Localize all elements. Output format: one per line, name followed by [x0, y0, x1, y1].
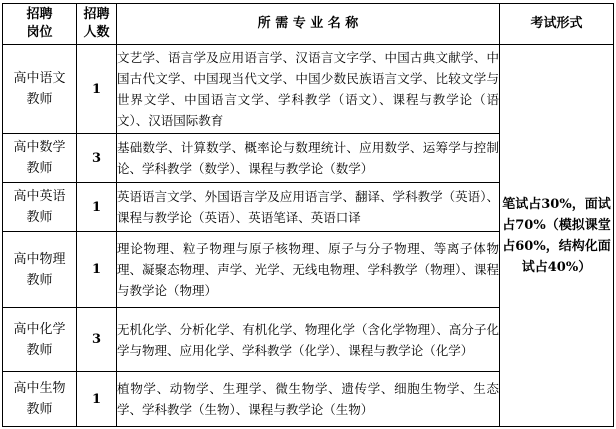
header-count: [77, 4, 117, 45]
post-line1: 高中物理: [13, 251, 66, 267]
post-cell: [3, 232, 77, 308]
post-line1: 高中语文: [13, 71, 66, 86]
exam-line4: 试占40%）: [521, 259, 592, 275]
post-line1: 高中化学: [13, 321, 66, 337]
post-line2: 教师: [26, 342, 53, 358]
count-cell: 1: [77, 45, 117, 134]
major-cell: 植物学、动物学、生理学、微生物学、遗传学、细胞生物学、生态学、学科教学（生物）、课程与教学论（生物）: [117, 372, 500, 427]
post-cell: [3, 308, 77, 372]
post-cell: [3, 372, 77, 427]
header-exam: 考试形式: [500, 4, 614, 45]
post-line1: 高中英语: [13, 189, 66, 204]
recruitment-table: [2, 3, 614, 427]
count-cell: 3: [77, 308, 117, 372]
exam-line2: 占70%（模拟课堂: [502, 217, 611, 233]
header-post-line1: 招聘: [26, 7, 53, 22]
post-line2: 教师: [26, 272, 53, 288]
count-cell: 1: [77, 372, 117, 427]
exam-line3: 占60%，结构化面: [502, 238, 611, 254]
count-cell: 3: [77, 134, 117, 183]
post-line2: 教师: [26, 210, 53, 225]
post-line1: 高中生物: [13, 381, 66, 396]
header-major: 所 需 专 业 名 称: [117, 4, 500, 45]
major-cell: 无机化学、分析化学、有机化学、物理化学（含化学物理）、高分子化学与物理、应用化学、学科教学（化学）、课程与教学论（化学）: [117, 308, 500, 372]
header-post: [3, 4, 77, 45]
count-cell: 1: [77, 183, 117, 232]
major-cell: 理论物理、粒子物理与原子核物理、原子与分子物理、等离子体物理、凝聚态物理、声学、光学、无线电物理、学科教学（物理）、课程与教学论（物理）: [117, 232, 500, 308]
post-line2: 教师: [26, 402, 53, 417]
post-line1: 高中数学: [13, 140, 66, 155]
exam-format-cell: [500, 45, 614, 427]
post-line2: 教师: [26, 92, 53, 107]
header-row: [3, 4, 614, 45]
post-cell: [3, 45, 77, 134]
post-cell: [3, 134, 77, 183]
major-cell: 基础数学、计算数学、概率论与数理统计、应用数学、运筹学与控制论、学科教学（数学）、课程与教学论（数学）: [117, 134, 500, 183]
table-row: [3, 45, 614, 134]
post-cell: [3, 183, 77, 232]
major-cell: 英语语言文学、外国语言学及应用语言学、翻译、学科教学（英语）、课程与教学论（英语）、英语笔译、英语口译: [117, 183, 500, 232]
header-post-line2: 岗位: [26, 25, 53, 40]
header-count-line1: 招聘: [83, 7, 110, 22]
major-cell: 文艺学、语言学及应用语言学、汉语言文字学、中国古典文献学、中国古代文学、中国现当代文学、中国少数民族语言文学、比较文学与世界文学、中国语言文学、学科教学（语文）、课程与教学论（语文）、汉语国际教育: [117, 45, 500, 134]
exam-line1: 笔试占30%，面试: [502, 196, 611, 212]
post-line2: 教师: [26, 161, 53, 176]
count-cell: 1: [77, 232, 117, 308]
header-count-line2: 人数: [83, 25, 110, 40]
